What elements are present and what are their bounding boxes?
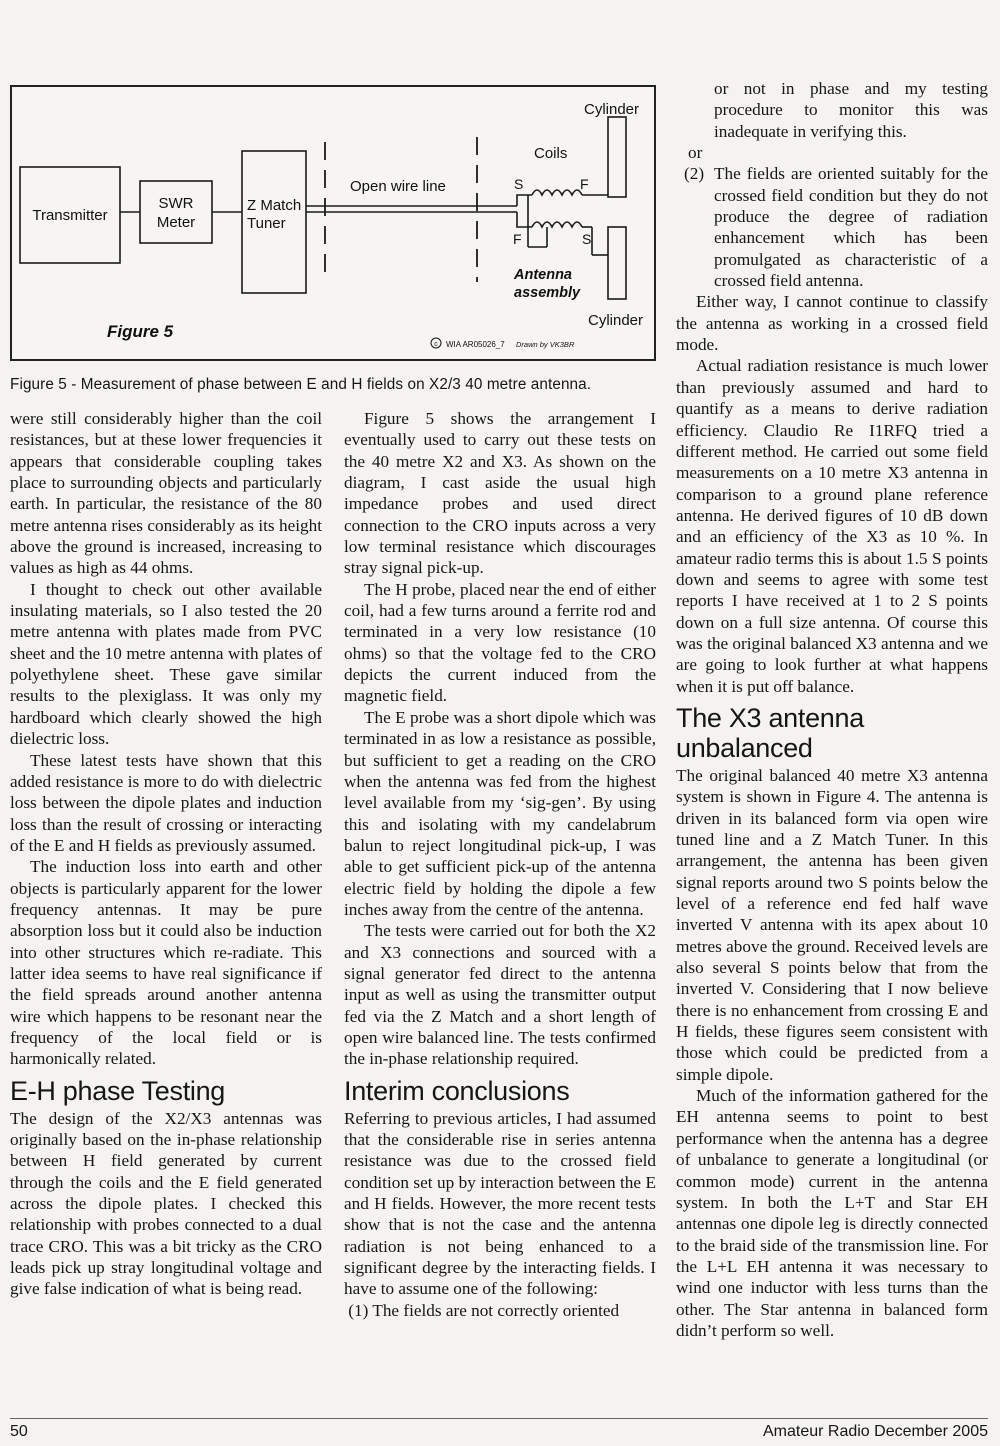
cylinder-bottom-shape (608, 227, 626, 299)
paragraph: Much of the information gathered for the EH antenna seems to point to best performance when the antenna has a degree of unbalance to generate a longitudinal (or common mode) current in the antenna system. In both the L+T and Star EH antennas one dipole leg is directly connected to the braid side of the transmission line. For the L+L EH antenna it was necessary to wind one inductor with less turns than the other. The Star antenna in balanced form didn’t perform so well. (676, 1086, 988, 1340)
column-3 (676, 78, 988, 1341)
f-bottom-label: F (513, 231, 522, 247)
paragraph: These latest tests have shown that this added resistance is more to do with dielectric loss between the dipole plates and induction loss than the result of crossing or interacting of the E and H fields as previously assumed. (10, 750, 322, 855)
list-item-continued: or not in phase and my testing procedure to monitor this was inadequate in verifying this. (714, 79, 988, 141)
paragraph: The E probe was a short dipole which was terminated in as low a resistance as possible, but sufficient to get a reading on the CRO when the antenna was fed from the highest level available from my ‘sig-gen’. By using this and isolating with my candelabrum balun to reject longitudinal pick-up, I was able to get sufficient pick-up of the antenna electric field by holding the dipole a few inches away from the centre of the antenna. (344, 707, 656, 919)
paragraph: The design of the X2/X3 antennas was originally based on the in-phase relationship between H field generated by current through the coils and the E field generated across the dipole plates. I checked this relationship with probes connected to a dual trace CRO. This was a bit tricky as the CRO leads pick up stray longitudinal voltage and give false indication of what is being read. (10, 1108, 322, 1299)
figure-caption: Figure 5 - Measurement of phase between E and H fields on X2/3 40 metre antenna. (10, 376, 592, 393)
zmatch-label-2: Tuner (247, 215, 286, 232)
swr-label-1: SWR (158, 195, 194, 212)
column-1 (10, 408, 322, 1300)
or-label: or (688, 143, 703, 163)
list-text: The fields are oriented suitably for the crossed field condition but they do not produce the degree of radiation enhancement which has been promulgated as characteristic of a crossed field antenna. (714, 164, 988, 291)
open-wire-label: Open wire line (350, 178, 446, 195)
footer-divider (10, 1418, 988, 1419)
list-number: (2) (684, 164, 705, 184)
section-heading: Interim conclusions (344, 1075, 570, 1106)
f-top-label: F (580, 176, 589, 192)
paragraph: I thought to check out other available insulating materials, so I also tested the 20 metre antenna with plates made from PVC sheet and the 10 metre antenna with plates of polyethylene sheet. These gave similar results to the plexiglass. It was only my hardboard which clearly showed the high dielectric loss. (10, 579, 322, 749)
cylinder-top-label: Cylinder (584, 101, 640, 118)
paragraph: The H probe, placed near the end of either coil, had a few turns around a ferrite rod and terminated in a very low resistance (10 ohms) so that the voltage fed to the CRO depicts the current induced from the magnetic field. (344, 579, 656, 706)
paragraph: The tests were carried out for both the X2 and X3 connections and sourced with a signal generator fed direct to the antenna input as well as using the transmitter output fed via the Z Match and a short length of open wire balanced line. The tests confirmed the in-phase relationship required. (344, 921, 656, 1069)
paragraph: The induction loss into earth and other objects is particularly apparent for the lower frequency antennas. It may be pure absorption loss but it could also be induction into other structures which re-radiate. This latter idea seems to have real significance if the field spreads around another antenna wire which happens to be resonant near the frequency of the local field or is harmonically related. (10, 857, 322, 1069)
paragraph: were still considerably higher than the coil resistances, but at these lower frequencies it appears that considerable coupling takes place to surrounding objects and particularly earth. In particular, the resistance of the 80 metre antenna rises considerably as its height above the ground is increased, increasing to values as high as 44 ohms. (10, 409, 322, 578)
paragraph: The original balanced 40 metre X3 antenna system is shown in Figure 4. The antenna is driven in its balanced form via open wire tuned line and a Z Match Tuner. In this arrangement, the antenna has been given signal reports around two S points below the level of a reference end fed half wave inverted V antenna with its apex about 10 metres above the ground. Received levels are also several S points below that from the inverted V. Considering that I now believe there is no enhancement from crossing E and H fields, these figures seem consistent with those which could be predicted from a simple dipole. (676, 765, 988, 1084)
section-heading: The X3 antenna unbalanced (676, 702, 864, 763)
paragraph: Referring to previous articles, I had assumed that the considerable rise in series antenna resistance was due to the crossed field condition set up by interaction between the E and H fields. However, the more recent tests show that is not the case and the antenna radiation is not being enhanced to a significant degree by the interacting fields. I have to assume one of the following: (344, 1108, 656, 1299)
swr-label-2: Meter (156, 214, 196, 231)
page-number: 50 (10, 1423, 28, 1440)
antenna-assembly-label-2: assembly (514, 285, 581, 301)
paragraph: Either way, I cannot continue to classify the antenna as working in a crossed field mode. (676, 292, 988, 355)
column-2 (344, 408, 656, 1321)
transmitter-label: Transmitter (32, 207, 108, 224)
circuit-diagram (12, 87, 654, 359)
section-heading: E-H phase Testing (10, 1075, 226, 1106)
s-top-label: S (514, 176, 524, 192)
paragraph: Actual radiation resistance is much lower than previously assumed and hard to quantify as a means to derive radiation efficiency. Claudio Re I1RFQ tried a different method. He carried out some field measurements on a 10 metre X3 antenna in comparison to a ground plane reference antenna. He derived figures of 10 dB down and an efficiency of the X3 as 10 %. In amateur radio terms this is about 1.5 S points down and seems to agree with some test reports I have received at 1 to 2 S points down on a full size antenna. Of course this was the original balanced X3 antenna and we are going to look further at what happens when it is put off balance. (676, 356, 988, 696)
zmatch-label-1: Z Match (247, 197, 302, 214)
list-item (676, 163, 988, 291)
coils-label: Coils (534, 145, 568, 162)
cylinder-bottom-label: Cylinder (588, 312, 644, 329)
publication-footer: Amateur Radio December 2005 (762, 1423, 988, 1440)
drawn-by-label: Drawn by VK3BR (516, 340, 575, 349)
list-item (344, 1300, 656, 1321)
list-number: (1) (348, 1300, 369, 1320)
figure-5-diagram (10, 85, 656, 361)
s-bottom-label: S (582, 231, 592, 247)
list-text: The fields are not correctly oriented (372, 1300, 620, 1320)
antenna-assembly-label-1: Antenna (514, 267, 572, 283)
figure-title: Figure 5 (107, 322, 174, 341)
swr-meter-box (140, 181, 212, 243)
copyright-label: WIA AR05026_7 (446, 340, 505, 349)
cylinder-top-shape (608, 117, 626, 197)
copyright-c-glyph: c (434, 341, 438, 348)
paragraph: Figure 5 shows the arrangement I eventually used to carry out these tests on the 40 metre X2 and X3. As shown on the diagram, I cast aside the usual high impedance probes and used direct connection to the CRO inputs across a very low terminal resistance which discourages stray signal pick-up. (344, 409, 656, 578)
